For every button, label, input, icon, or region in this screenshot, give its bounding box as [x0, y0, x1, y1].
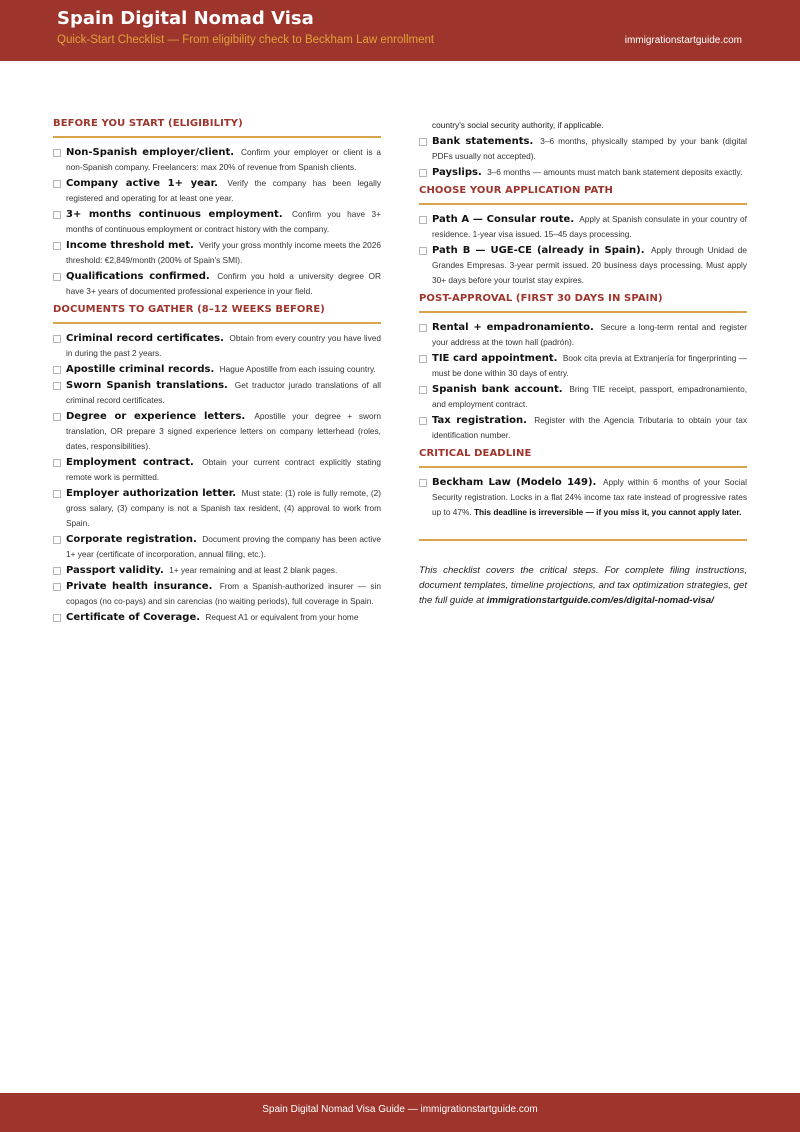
checklist-item [53, 409, 381, 454]
divider [419, 539, 747, 541]
item-description: Obtain your current contract explicitly stating remote work is permitted. [66, 457, 382, 482]
item-description: Apply at Spanish consulate in your country of residence. 1-year visa issued. 15–45 days processing. [432, 214, 747, 239]
item-description: Get traductor jurado translations of all criminal record certificates. [66, 380, 381, 405]
item-title: Path A — Consular route. [432, 214, 575, 225]
item-title: Employment contract. [66, 457, 194, 468]
item-title: Criminal record certificates. [66, 333, 224, 344]
item-title: Passport validity. [66, 565, 164, 576]
item-title: TIE card appointment. [432, 353, 558, 364]
page-title: Spain Digital Nomad Visa [57, 8, 314, 29]
item-description: Apostille your degree + sworn translation, OR prepare 3 signed experience letters on company letterhead (roles, dates, responsibilities). [66, 411, 381, 451]
item-description: Apply through Unidad de Grandes Empresas. 3-year permit issued. 20 business days processing. Must apply 30+ days before your tourist stay expires. [432, 245, 747, 285]
checkbox[interactable] [419, 479, 427, 487]
checklist-item [419, 165, 747, 180]
checklist-item [419, 413, 747, 443]
checkbox[interactable] [53, 149, 61, 157]
footer-text: Spain Digital Nomad Visa Guide — immigrationstartguide.com [262, 1104, 538, 1115]
item-description: Register with the Agencia Tributaria to obtain your tax identification number. [432, 415, 748, 440]
checkbox[interactable] [53, 459, 61, 467]
checklist-item [419, 382, 747, 412]
item-title: Private health insurance. [66, 581, 213, 592]
checkbox[interactable] [419, 247, 427, 255]
item-description: Must state: (1) role is fully remote, (2) gross salary, (3) company is not a Spanish tax resident, (4) approval to work from Spain. [66, 488, 381, 528]
item-title: Apostille criminal records. [66, 364, 215, 375]
checklist [53, 331, 381, 625]
item-description: 1+ year remaining and at least 2 blank pages. [169, 565, 338, 575]
section-application-path [419, 185, 747, 288]
checklist [419, 320, 747, 443]
checklist-item [53, 238, 381, 268]
page-subtitle: Quick-Start Checklist — From eligibility check to Beckham Law enrollment [57, 34, 435, 46]
item-description: Apply within 6 months of your Social Security registration. Locks in a flat 24% income tax rate instead of progressive rates up to 47%. [432, 477, 747, 517]
checkbox[interactable] [419, 138, 427, 146]
checkbox[interactable] [53, 335, 61, 343]
checklist-item [53, 579, 381, 609]
checkbox[interactable] [53, 583, 61, 591]
checklist-item [419, 134, 747, 164]
checkbox[interactable] [419, 324, 427, 332]
continuation-text: country's social security authority, if applicable. [432, 120, 604, 130]
checkbox[interactable] [53, 366, 61, 374]
checklist-item [419, 351, 747, 381]
item-title: Income threshold met. [66, 240, 194, 251]
checkbox[interactable] [419, 216, 427, 224]
item-title: Certificate of Coverage. [66, 612, 201, 623]
section-title: BEFORE YOU START (ELIGIBILITY) [53, 118, 381, 138]
header-site-link[interactable]: immigrationstartguide.com [624, 35, 742, 46]
item-title: Corporate registration. [66, 534, 197, 545]
item-description: 3–6 months — amounts must match bank statement deposits exactly. [487, 167, 743, 177]
checklist [419, 212, 747, 288]
item-description: Confirm your employer or client is a non-Spanish company. Freelancers: max 20% of revenue from Spanish clients. [66, 147, 381, 172]
checkbox[interactable] [53, 242, 61, 250]
checkbox[interactable] [419, 169, 427, 177]
item-title: Rental + empadronamiento. [432, 322, 594, 333]
item-description: Bring TIE receipt, passport, empadronamiento, and employment contract. [432, 384, 747, 409]
checkbox[interactable] [53, 211, 61, 219]
checklist-item [419, 475, 747, 520]
checklist-item [53, 145, 381, 175]
checklist-item [53, 486, 381, 531]
checklist-item [53, 610, 381, 625]
item-warning: This deadline is irreversible — if you miss it, you cannot apply later. [473, 507, 742, 517]
checklist-item [419, 243, 747, 288]
checklist-item [53, 378, 381, 408]
item-title: 3+ months continuous employment. [66, 209, 283, 220]
checkbox[interactable] [419, 386, 427, 394]
section-eligibility [53, 118, 381, 299]
section-title: CHOOSE YOUR APPLICATION PATH [419, 185, 747, 205]
item-title: Spanish bank account. [432, 384, 563, 395]
section-post-approval [419, 293, 747, 443]
closing-note [419, 563, 747, 608]
checkbox[interactable] [419, 355, 427, 363]
page-header [0, 0, 800, 61]
checklist-item [53, 362, 381, 377]
item-title: Company active 1+ year. [66, 178, 218, 189]
item-description: Book cita previa at Extranjería for fingerprinting — must be done within 30 days of entry. [432, 353, 748, 378]
checkbox[interactable] [53, 536, 61, 544]
item-title: Employer authorization letter. [66, 488, 237, 499]
item-title: Qualifications confirmed. [66, 271, 210, 282]
checklist-item [419, 320, 747, 350]
item-title: Tax registration. [432, 415, 527, 426]
item-title: Bank statements. [432, 136, 534, 147]
item-description: Confirm you have 3+ months of continuous employment or contract history with the company. [66, 209, 381, 234]
item-title: Sworn Spanish translations. [66, 380, 228, 391]
item-description: From a Spanish-authorized insurer — sin copagos (no co-pays) and sin carencias (no waiting periods), full coverage in Spain. [66, 581, 381, 606]
checkbox[interactable] [53, 382, 61, 390]
checklist [419, 134, 747, 180]
item-description: Hague Apostille from each issuing country. [219, 364, 376, 374]
checklist [53, 145, 381, 299]
checkbox[interactable] [53, 413, 61, 421]
checklist-item [53, 455, 381, 485]
section-title: POST-APPROVAL (FIRST 30 DAYS IN SPAIN) [419, 293, 747, 313]
checklist-item [53, 176, 381, 206]
note-text: This checklist covers the critical steps. For complete filing instructions, document templates, timeline projections, and tax optimization strategies, get the full guide at [419, 565, 747, 606]
item-description: Verify your gross monthly income meets the 2026 threshold: €2,849/month (200% of Spain's SMI). [66, 240, 381, 265]
checkbox[interactable] [419, 417, 427, 425]
checkbox[interactable] [53, 180, 61, 188]
checkbox[interactable] [53, 614, 61, 622]
item-title: Beckham Law (Modelo 149). [432, 477, 597, 488]
section-title: DOCUMENTS TO GATHER (8–12 WEEKS BEFORE) [53, 304, 381, 324]
item-description: Document proving the company has been active 1+ year (certificate of incorporation, annual filing, etc.). [66, 534, 381, 559]
item-title: Degree or experience letters. [66, 411, 246, 422]
item-title: Path B — UGE-CE (already in Spain). [432, 245, 645, 256]
checklist-item [53, 532, 381, 562]
item-title: Payslips. [432, 167, 482, 178]
checklist-item [419, 212, 747, 242]
section-documents [53, 304, 381, 625]
item-description: 3–6 months, physically stamped by your bank (digital PDFs usually not accepted). [432, 136, 747, 161]
checklist-item [53, 269, 381, 299]
checklist-item [53, 331, 381, 361]
item-title: Non-Spanish employer/client. [66, 147, 235, 158]
checkbox[interactable] [53, 490, 61, 498]
right-column [419, 118, 747, 608]
item-description: Request A1 or equivalent from your home [205, 612, 359, 622]
guide-link[interactable]: immigrationstartguide.com/es/digital-nomad-visa/ [486, 595, 714, 606]
item-description: Confirm you hold a university degree OR have 3+ years of documented professional experience in your field. [66, 271, 381, 296]
section-critical-deadline [419, 448, 747, 520]
checkbox[interactable] [53, 567, 61, 575]
checklist-item [53, 207, 381, 237]
item-description: Secure a long-term rental and register your address at the town hall (padrón). [432, 322, 747, 347]
checkbox[interactable] [53, 273, 61, 281]
left-column [53, 118, 381, 626]
page-footer [0, 1093, 800, 1132]
item-description: Obtain from every country you have lived in during the past 2 years. [66, 333, 382, 358]
section-title: CRITICAL DEADLINE [419, 448, 747, 468]
item-description: Verify the company has been legally registered and operating for at least one year. [66, 178, 381, 203]
checklist-item [53, 563, 381, 578]
